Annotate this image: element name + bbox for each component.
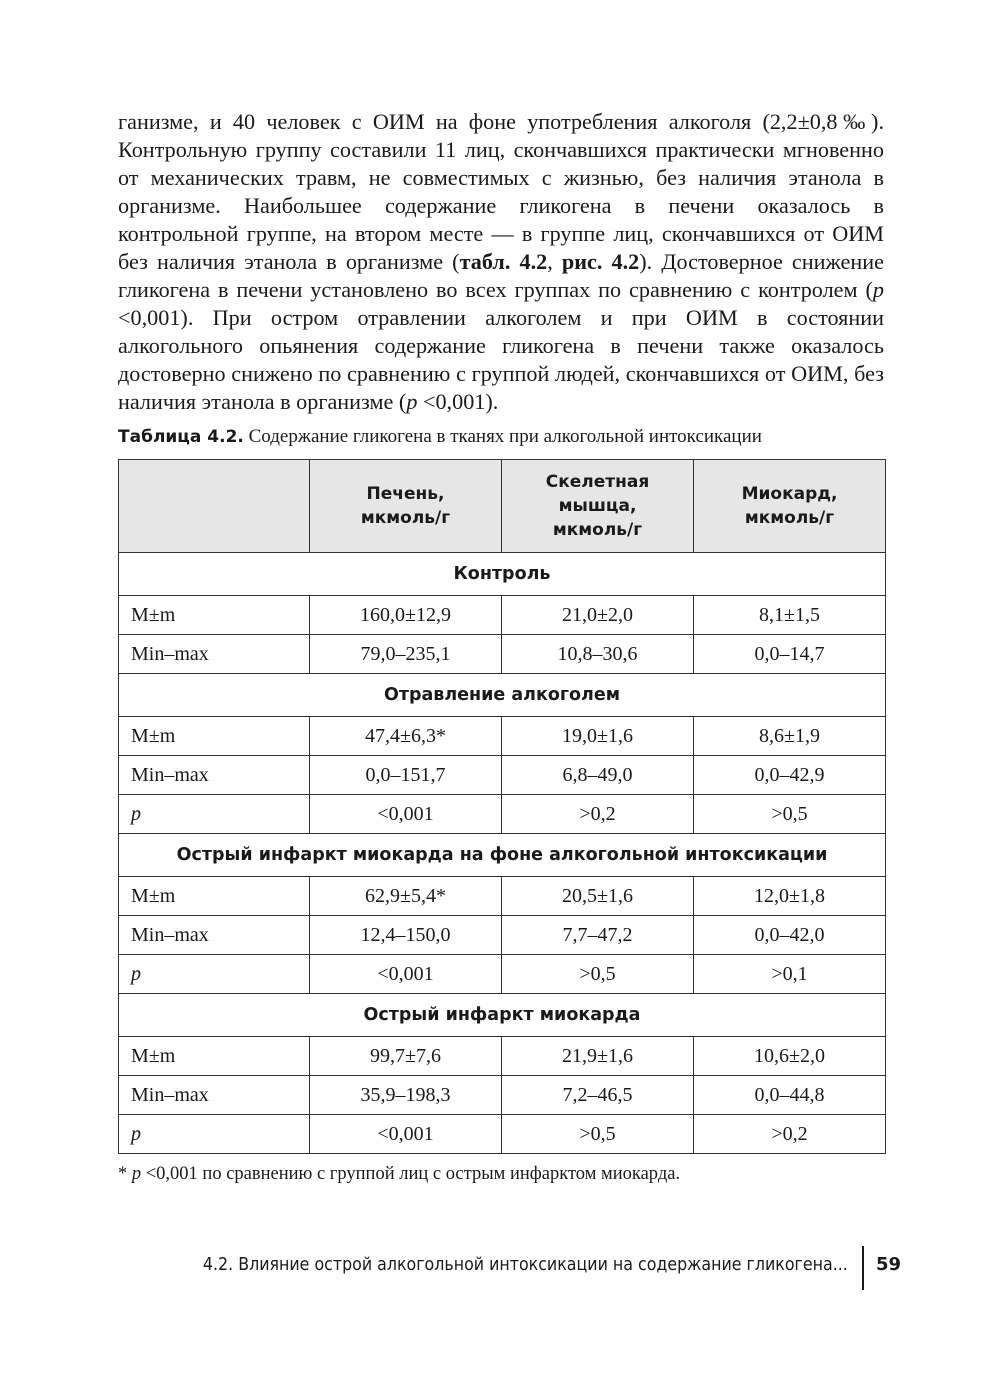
table-cell: 7,2–46,5: [502, 1076, 694, 1115]
group-title: Контроль: [119, 553, 886, 596]
table-cell: 12,4–150,0: [310, 916, 502, 955]
table-cell: 99,7±7,6: [310, 1037, 502, 1076]
table-row: [119, 717, 886, 756]
table-cell: <0,001: [310, 955, 502, 994]
table-row: [119, 1115, 886, 1154]
table-cell: 21,0±2,0: [502, 596, 694, 635]
table-cell: >0,5: [502, 955, 694, 994]
footnote-star: *: [118, 1164, 132, 1184]
paragraph-text-1: ганизме, и 40 человек с ОИМ на фоне употребления алкоголя (2,2±0,8‰). Контрольную группу составили 11 лиц, скончавшихся практически мгновенно от механических травм, не совместимых с жизнью, без наличия этанола в организме. Наибольшее содержание гликогена в печени оказалось в контрольной группе, на втором месте — в группе лиц, скончавшихся от ОИМ без наличия этанола в организме (: [118, 109, 884, 274]
p-symbol: p: [406, 389, 418, 414]
group-header-row: [119, 834, 886, 877]
paragraph-text-3: <0,001). При остром отравлении алкоголем и при ОИМ в состоянии алкогольного опьянения содержание гликогена в печени также оказалось достоверно снижено по сравнению с группой людей, скончавшихся от ОИМ, без наличия этанола в организме (: [118, 305, 884, 414]
table-row: [119, 877, 886, 916]
row-label: Min–max: [119, 916, 310, 955]
body-paragraph: [118, 108, 884, 416]
header-muscle-line-2: мышца,: [558, 496, 637, 516]
table-footnote: [118, 1162, 884, 1186]
paragraph-text-4: <0,001).: [417, 389, 499, 414]
row-label: p: [119, 795, 310, 834]
row-label: Min–max: [119, 635, 310, 674]
table-cell: 19,0±1,6: [502, 717, 694, 756]
table-cell: 160,0±12,9: [310, 596, 502, 635]
header-liver-line-2: мкмоль/г: [360, 508, 451, 528]
table-cell: 7,7–47,2: [502, 916, 694, 955]
table-cell: 12,0±1,8: [694, 877, 886, 916]
table-cell: 47,4±6,3*: [310, 717, 502, 756]
header-muscle-line-3: мкмоль/г: [552, 520, 643, 540]
table-cell: 0,0–42,9: [694, 756, 886, 795]
group-header-row: [119, 553, 886, 596]
group-header-row: [119, 674, 886, 717]
row-label: p: [119, 955, 310, 994]
footnote-p-symbol: p: [131, 1164, 142, 1184]
table-cell: 8,1±1,5: [694, 596, 886, 635]
table-cell: 10,8–30,6: [502, 635, 694, 674]
table-cell: >0,1: [694, 955, 886, 994]
row-label: p: [119, 1115, 310, 1154]
table-cell: >0,2: [502, 795, 694, 834]
table-row: [119, 635, 886, 674]
table-cell: 0,0–14,7: [694, 635, 886, 674]
header-liver-line-1: Печень,: [366, 484, 445, 504]
group-header-row: [119, 994, 886, 1037]
table-cell: 10,6±2,0: [694, 1037, 886, 1076]
paragraph-separator: ,: [547, 249, 562, 274]
header-skeletal-muscle: [502, 460, 694, 553]
footnote-text: <0,001 по сравнению с группой лиц с острым инфарктом миокарда.: [141, 1164, 681, 1184]
table-cell: 0,0–151,7: [310, 756, 502, 795]
p-symbol: p: [872, 277, 884, 302]
table-row: [119, 1076, 886, 1115]
table-cell: 6,8–49,0: [502, 756, 694, 795]
row-label: Min–max: [119, 1076, 310, 1115]
header-muscle-line-1: Скелетная: [545, 472, 650, 492]
page-content: [118, 108, 884, 1186]
row-label: M±m: [119, 596, 310, 635]
paragraph-text-2: ). Достоверное снижение гликогена в печени установлено во всех группах по сравнению с контролем (: [118, 249, 885, 302]
footer-divider: [862, 1246, 864, 1290]
table-cell: >0,5: [502, 1115, 694, 1154]
table-cell: 0,0–44,8: [694, 1076, 886, 1115]
header-myocardium: [694, 460, 886, 553]
table-cell: <0,001: [310, 1115, 502, 1154]
group-title: Отравление алкоголем: [119, 674, 886, 717]
table-row: [119, 795, 886, 834]
table-cell: >0,2: [694, 1115, 886, 1154]
row-label: M±m: [119, 1037, 310, 1076]
header-myocardium-line-2: мкмоль/г: [744, 508, 835, 528]
table-cell: 62,9±5,4*: [310, 877, 502, 916]
table-row: [119, 596, 886, 635]
group-title: Острый инфаркт миокарда: [119, 994, 886, 1037]
table-caption-text: Содержание гликогена в тканях при алкогольной интоксикации: [243, 426, 762, 447]
table-row: [119, 955, 886, 994]
figure-reference: рис. 4.2: [561, 249, 640, 274]
table-cell: 0,0–42,0: [694, 916, 886, 955]
group-title: Острый инфаркт миокарда на фоне алкогольной интоксикации: [119, 834, 886, 877]
table-row: [119, 916, 886, 955]
glycogen-table: [118, 459, 886, 1154]
header-empty-cell: [119, 460, 310, 553]
table-caption-label: Таблица 4.2.: [118, 427, 244, 447]
header-liver: [310, 460, 502, 553]
table-body: [119, 553, 886, 1154]
table-reference: табл. 4.2: [459, 249, 548, 274]
table-row: [119, 756, 886, 795]
table-cell: 8,6±1,9: [694, 717, 886, 756]
page-number: 59: [876, 1254, 902, 1275]
table-cell: >0,5: [694, 795, 886, 834]
table-cell: 79,0–235,1: [310, 635, 502, 674]
table-cell: <0,001: [310, 795, 502, 834]
table-caption: [118, 424, 884, 450]
page-footer: [0, 1246, 1000, 1290]
row-label: M±m: [119, 717, 310, 756]
table-row: [119, 1037, 886, 1076]
table-header-row: [119, 460, 886, 553]
running-title: 4.2. Влияние острой алкогольной интоксикации на содержание гликогена...: [203, 1254, 848, 1275]
row-label: Min–max: [119, 756, 310, 795]
header-myocardium-line-1: Миокард,: [741, 484, 838, 504]
table-cell: 35,9–198,3: [310, 1076, 502, 1115]
row-label: M±m: [119, 877, 310, 916]
table-cell: 21,9±1,6: [502, 1037, 694, 1076]
table-cell: 20,5±1,6: [502, 877, 694, 916]
